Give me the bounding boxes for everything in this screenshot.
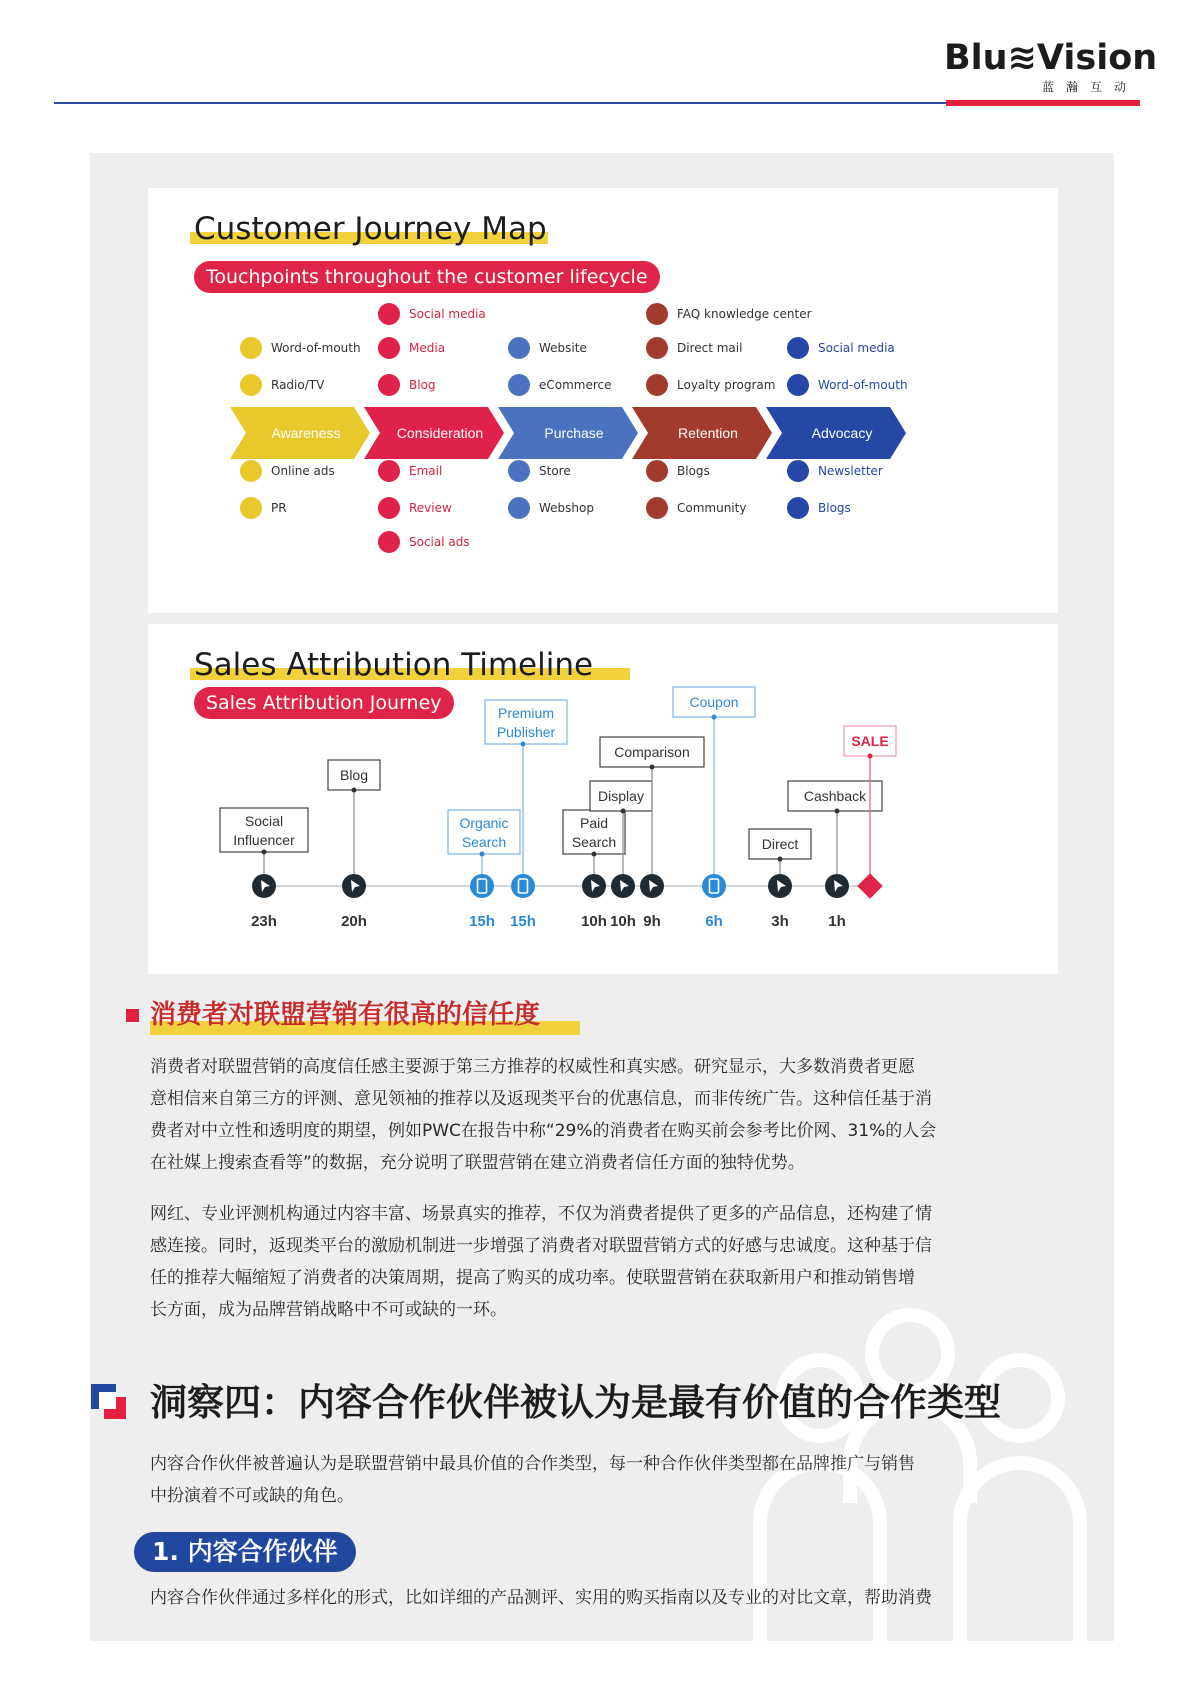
connector-dot <box>352 788 357 793</box>
connector-dot <box>868 754 873 759</box>
subsection-pill: 1. 内容合作伙伴 <box>134 1532 356 1572</box>
timeline-subtitle-pill: Sales Attribution Journey <box>194 687 454 719</box>
event-label: Premium <box>497 705 555 721</box>
para-line: 内容合作伙伴被普遍认为是联盟营销中最具价值的合作类型，每一种合作伙伴类型都在品牌推广与销售 <box>150 1454 915 1474</box>
sales-attribution-card <box>148 624 1058 974</box>
event-time: 20h <box>341 913 367 930</box>
para-line: 意相信来自第三方的评测、意见领袖的推荐以及返现类平台的优惠信息，而非传统广告。这种信任基于消 <box>150 1089 932 1109</box>
journey-title: Customer Journey Map <box>194 211 547 247</box>
touchpoint-label: eCommerce <box>539 378 612 392</box>
connector-dot <box>521 742 526 747</box>
touchpoint-label: Word-of-mouth <box>271 341 361 355</box>
touchpoint-label: Media <box>409 341 446 355</box>
event-time: 10h <box>581 913 607 930</box>
paragraph-1 <box>150 1051 1050 1179</box>
touchpoint-label: Community <box>677 501 747 515</box>
connector-dot <box>621 809 626 814</box>
stage-label: Purchase <box>544 425 604 441</box>
logo-text: Blu≋Vision <box>944 38 1158 78</box>
stage-label: Awareness <box>271 425 341 441</box>
para-line: 在社媒上搜索查看等”的数据，充分说明了联盟营销在建立消费者信任方面的独特优势。 <box>150 1153 805 1173</box>
connector-dot <box>778 857 783 862</box>
touchpoint-label: Online ads <box>271 464 335 478</box>
para-line: 中扮演着不可或缺的角色。 <box>150 1486 354 1506</box>
insight-heading: 洞察四：内容合作伙伴被认为是最有价值的合作类型 <box>150 1381 1001 1424</box>
journey-stage-arrows <box>148 188 1058 613</box>
para-line: 感连接。同时，返现类平台的激励机制进一步增强了消费者对联盟营销方式的好感与忠诚度。这种基于信 <box>150 1236 932 1256</box>
touchpoint-label: Loyalty program <box>677 378 776 392</box>
event-label: Publisher <box>496 724 556 740</box>
event-label: Display <box>598 788 644 804</box>
event-label: SALE <box>851 733 889 749</box>
touchpoint-label: Social media <box>409 307 486 321</box>
section-heading: 消费者对联盟营销有很高的信任度 <box>150 1000 541 1030</box>
content-panel <box>90 153 1114 1641</box>
paragraph-4: 内容合作伙伴通过多样化的形式，比如详细的产品测评、实用的购买指南以及专业的对比文章，帮助消费 <box>150 1588 932 1608</box>
touchpoint-label: Social ads <box>409 535 470 549</box>
event-label: Direct <box>761 836 799 852</box>
touchpoint-label: Store <box>539 464 571 478</box>
event-time: 1h <box>828 913 846 930</box>
connector-dot <box>592 852 597 857</box>
touchpoint-label: PR <box>271 501 287 515</box>
event-label: Paid <box>579 815 609 831</box>
connector-dot <box>480 852 485 857</box>
event-label: Social <box>244 813 284 829</box>
touchpoint-label: Email <box>409 464 443 478</box>
stage-label: Consideration <box>396 425 484 441</box>
stage-label: Retention <box>678 425 738 441</box>
touchpoint-label: Radio/TV <box>271 378 325 392</box>
timeline-title: Sales Attribution Timeline <box>194 647 594 683</box>
mobile-icon <box>702 874 726 898</box>
event-time: 10h <box>610 913 636 930</box>
touchpoint-label: Website <box>539 341 587 355</box>
mobile-icon <box>470 874 494 898</box>
connector-dot <box>835 809 840 814</box>
para-line: 消费者对联盟营销的高度信任感主要源于第三方推荐的权威性和真实感。研究显示，大多数消费者更愿 <box>150 1057 915 1077</box>
journey-subtitle-pill: Touchpoints throughout the customer lifecycle <box>194 261 660 293</box>
event-label: Cashback <box>803 788 867 804</box>
touchpoint-label: Social media <box>818 341 895 355</box>
sale-diamond-icon <box>857 873 882 898</box>
event-label: Organic <box>459 815 509 831</box>
touchpoint-label: Word-of-mouth <box>818 378 908 392</box>
para-line: 网红、专业评测机构通过内容丰富、场景真实的推荐，不仅为消费者提供了更多的产品信息，还构建了情 <box>150 1204 932 1224</box>
event-label: Comparison <box>614 744 690 760</box>
touchpoint-label: Blog <box>409 378 436 392</box>
para-line: 长方面，成为品牌营销战略中不可或缺的一环。 <box>150 1300 507 1320</box>
mobile-icon <box>511 874 535 898</box>
touchpoint-label: Review <box>409 501 452 515</box>
event-time: 6h <box>705 913 723 930</box>
insight-marker-icon <box>91 1384 131 1424</box>
bluvision-logo <box>944 38 1158 94</box>
event-label: Blog <box>339 767 369 783</box>
event-time: 9h <box>643 913 661 930</box>
touchpoint-label: FAQ knowledge center <box>677 307 812 321</box>
header-rule <box>54 102 946 104</box>
event-label: Coupon <box>689 694 739 710</box>
event-time: 3h <box>771 913 789 930</box>
event-time: 15h <box>510 913 536 930</box>
logo-subtitle: 蓝瀚互动 <box>1041 80 1138 94</box>
event-label: Influencer <box>233 832 295 848</box>
event-time: 23h <box>251 913 277 930</box>
connector-dot <box>712 715 717 720</box>
para-line: 费者对中立性和透明度的期望，例如PWC在报告中称“29%的消费者在购买前会参考比价网、31%的人会 <box>150 1121 937 1141</box>
event-label: Search <box>461 834 507 850</box>
connector-dot <box>650 765 655 770</box>
touchpoint-label: Newsletter <box>818 464 883 478</box>
customer-journey-card <box>148 188 1058 613</box>
touchpoint-label: Direct mail <box>677 341 743 355</box>
touchpoint-label: Blogs <box>677 464 710 478</box>
section-marker <box>126 1009 139 1022</box>
paragraph-3 <box>150 1448 1050 1512</box>
header-red-accent <box>946 100 1140 106</box>
event-label: Search <box>571 834 617 850</box>
touchpoint-label: Blogs <box>818 501 851 515</box>
stage-label: Advocacy <box>811 425 873 441</box>
event-time: 15h <box>469 913 495 930</box>
touchpoint-label: Webshop <box>539 501 594 515</box>
connector-dot <box>262 850 267 855</box>
para-line: 任的推荐大幅缩短了消费者的决策周期，提高了购买的成功率。使联盟营销在获取新用户和推动销售增 <box>150 1268 915 1288</box>
